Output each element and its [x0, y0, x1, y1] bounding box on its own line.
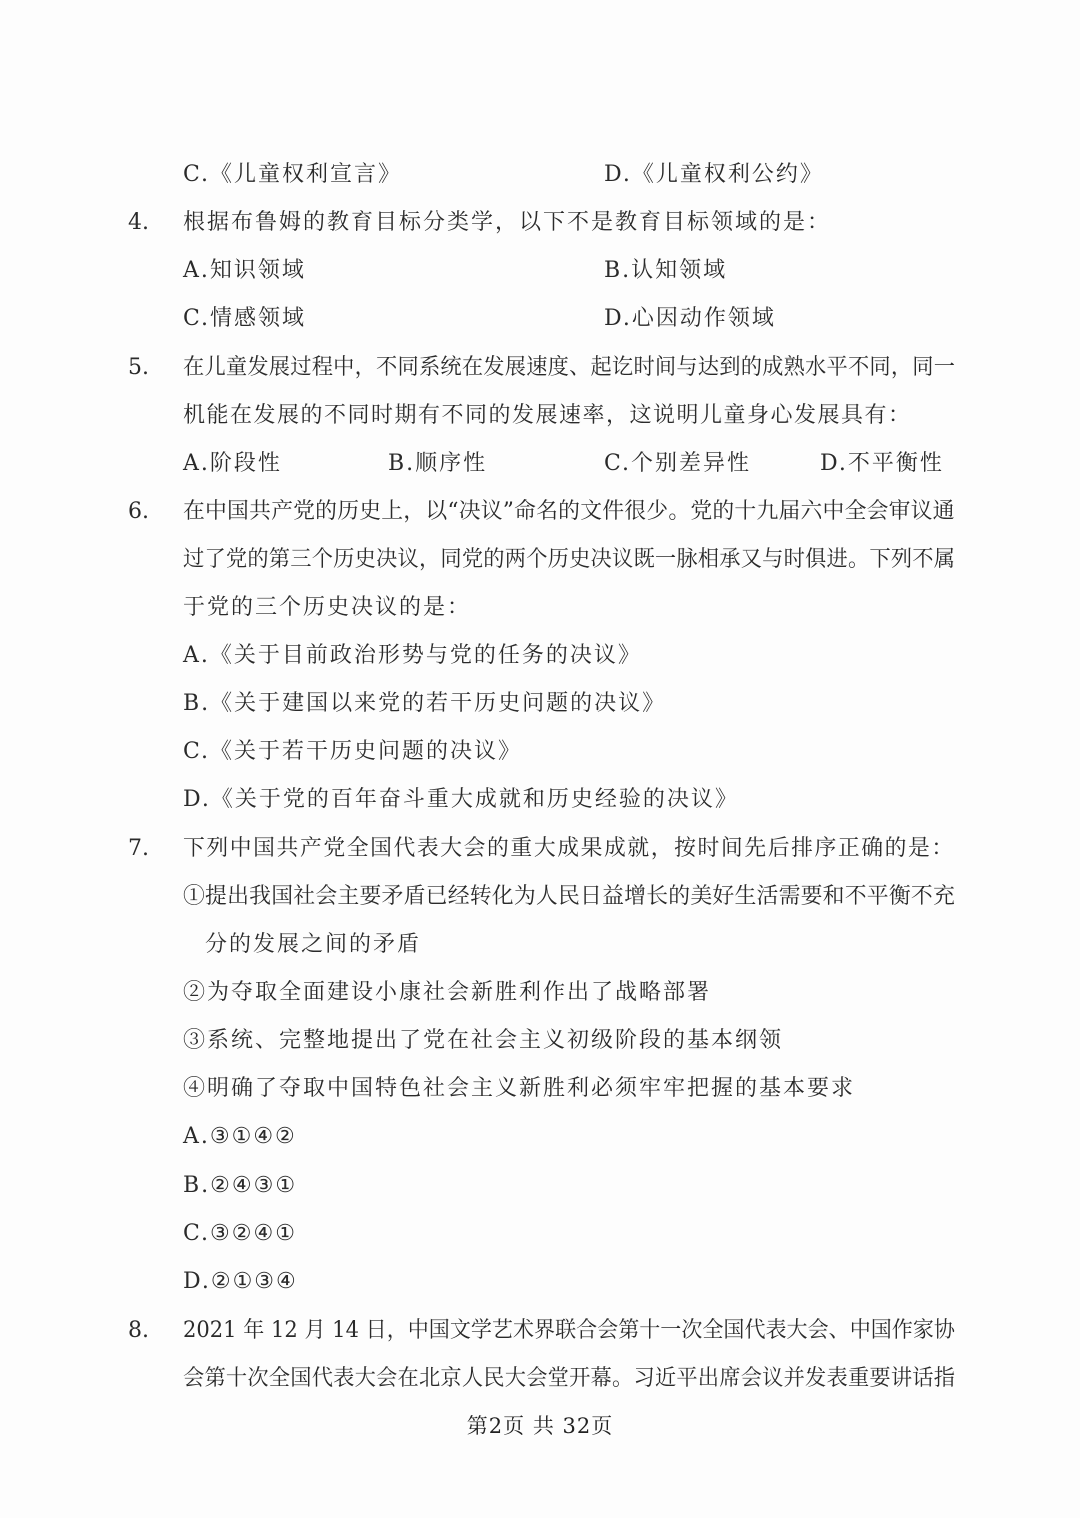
q7-item-3: ③系统、完整地提出了党在社会主义初级阶段的基本纲领	[183, 1028, 784, 1053]
q6-stem-line2: 过了党的第三个历史决议，同党的两个历史决议既一脉相承又与时俱进。下列不属	[183, 547, 956, 572]
q5-option-b: B.顺序性	[388, 451, 488, 476]
q4-option-c: C.情感领域	[183, 306, 307, 331]
q5-option-d: D.不平衡性	[820, 451, 944, 476]
q6-option-d: D.《关于党的百年奋斗重大成就和历史经验的决议》	[183, 787, 739, 812]
q3-option-d: D.《儿童权利公约》	[604, 162, 824, 187]
q8-stem-line2: 会第十次全国代表大会在北京人民大会堂开幕。习近平出席会议并发表重要讲话指	[183, 1366, 956, 1391]
q7-option-c: C.③②④①	[183, 1221, 297, 1246]
q6-option-b: B.《关于建国以来党的若干历史问题的决议》	[183, 691, 667, 716]
q8-stem-line1: 2021 年 12 月 14 日，中国文学艺术界联合会第十一次全国代表大会、中国作家协	[183, 1318, 955, 1343]
q7-item-1-line1: ①提出我国社会主要矛盾已经转化为人民日益增长的美好生活需要和不平衡不充	[183, 884, 956, 909]
q5-option-a: A.阶段性	[183, 451, 282, 476]
q7-option-d: D.②①③④	[183, 1269, 298, 1294]
q6-number: 6.	[128, 499, 149, 524]
q7-item-4: ④明确了夺取中国特色社会主义新胜利必须牢牢把握的基本要求	[183, 1076, 856, 1101]
q7-option-a: A.③①④②	[183, 1124, 297, 1149]
q7-number: 7.	[128, 836, 149, 861]
q7-option-b: B.②④③①	[183, 1173, 298, 1198]
q4-stem: 根据布鲁姆的教育目标分类学，以下不是教育目标领域的是：	[183, 210, 832, 235]
q6-stem-line3: 于党的三个历史决议的是：	[183, 595, 472, 620]
q7-stem: 下列中国共产党全国代表大会的重大成果成就，按时间先后排序正确的是：	[183, 836, 955, 861]
q8-number: 8.	[128, 1318, 149, 1343]
q7-item-1-line2: 分的发展之间的矛盾	[205, 932, 422, 957]
q5-stem-line2: 机能在发展的不同时期有不同的发展速率，这说明儿童身心发展具有：	[183, 403, 912, 428]
q4-option-a: A.知识领域	[183, 258, 306, 283]
q6-option-c: C.《关于若干历史问题的决议》	[183, 739, 523, 764]
q5-stem-line1: 在儿童发展过程中，不同系统在发展速度、起讫时间与达到的成熟水平不同，同一	[183, 355, 956, 380]
q4-number: 4.	[128, 210, 149, 235]
q4-option-b: B.认知领域	[604, 258, 728, 283]
q4-option-d: D.心因动作领域	[604, 306, 776, 331]
q5-option-c: C.个别差异性	[604, 451, 752, 476]
q7-item-2: ②为夺取全面建设小康社会新胜利作出了战略部署	[183, 980, 712, 1005]
q6-option-a: A.《关于目前政治形势与党的任务的决议》	[183, 643, 642, 668]
q5-number: 5.	[128, 355, 149, 380]
page-number-footer: 第2页 共 32页	[466, 1414, 614, 1438]
q3-option-c: C.《儿童权利宣言》	[183, 162, 403, 187]
q6-stem-line1: 在中国共产党的历史上，以“决议”命名的文件很少。党的十九届六中全会审议通	[183, 499, 955, 524]
